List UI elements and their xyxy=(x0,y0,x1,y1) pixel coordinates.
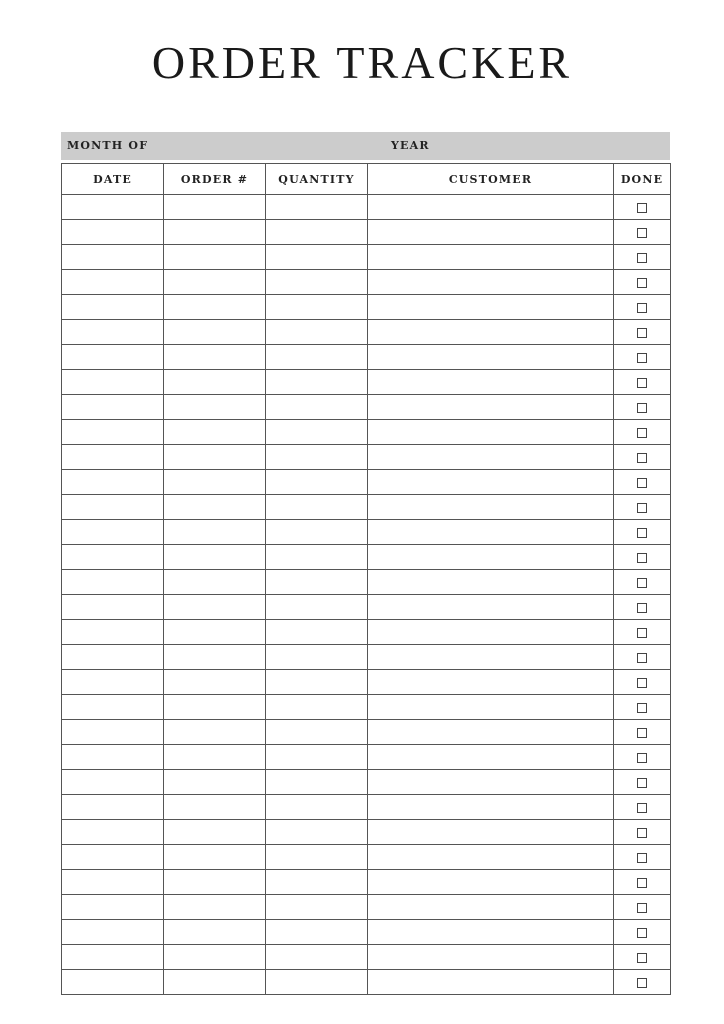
date-cell[interactable] xyxy=(62,920,164,945)
date-cell[interactable] xyxy=(62,595,164,620)
table-row xyxy=(62,295,671,320)
done-cell xyxy=(614,270,671,295)
date-cell[interactable] xyxy=(62,195,164,220)
quantity-cell[interactable] xyxy=(266,970,368,995)
customer-cell[interactable] xyxy=(368,970,614,995)
order-number-cell[interactable] xyxy=(164,395,266,420)
order-number-cell[interactable] xyxy=(164,570,266,595)
date-cell[interactable] xyxy=(62,445,164,470)
date-cell[interactable] xyxy=(62,370,164,395)
customer-cell[interactable] xyxy=(368,770,614,795)
done-checkbox[interactable] xyxy=(637,453,647,463)
order-number-cell[interactable] xyxy=(164,595,266,620)
quantity-cell[interactable] xyxy=(266,720,368,745)
table-row xyxy=(62,820,671,845)
quantity-cell[interactable] xyxy=(266,670,368,695)
quantity-cell[interactable] xyxy=(266,595,368,620)
done-cell xyxy=(614,895,671,920)
date-cell[interactable] xyxy=(62,820,164,845)
quantity-cell[interactable] xyxy=(266,545,368,570)
order-number-cell[interactable] xyxy=(164,270,266,295)
done-cell xyxy=(614,945,671,970)
quantity-cell[interactable] xyxy=(266,895,368,920)
done-checkbox[interactable] xyxy=(637,703,647,713)
date-cell[interactable] xyxy=(62,795,164,820)
date-cell[interactable] xyxy=(62,570,164,595)
date-cell[interactable] xyxy=(62,895,164,920)
column-header-done: DONE xyxy=(614,164,671,195)
customer-cell[interactable] xyxy=(368,395,614,420)
quantity-cell[interactable] xyxy=(266,220,368,245)
date-cell[interactable] xyxy=(62,620,164,645)
done-checkbox[interactable] xyxy=(637,903,647,913)
customer-cell[interactable] xyxy=(368,895,614,920)
order-number-cell[interactable] xyxy=(164,545,266,570)
date-cell[interactable] xyxy=(62,470,164,495)
table-row xyxy=(62,320,671,345)
table-row xyxy=(62,395,671,420)
done-cell xyxy=(614,345,671,370)
done-checkbox[interactable] xyxy=(637,528,647,538)
table-row xyxy=(62,945,671,970)
done-cell xyxy=(614,845,671,870)
order-number-cell[interactable] xyxy=(164,920,266,945)
date-cell[interactable] xyxy=(62,970,164,995)
done-cell xyxy=(614,795,671,820)
done-checkbox[interactable] xyxy=(637,428,647,438)
quantity-cell[interactable] xyxy=(266,370,368,395)
quantity-cell[interactable] xyxy=(266,620,368,645)
done-cell xyxy=(614,320,671,345)
date-cell[interactable] xyxy=(62,245,164,270)
date-cell[interactable] xyxy=(62,270,164,295)
table-row xyxy=(62,495,671,520)
done-cell xyxy=(614,520,671,545)
done-checkbox[interactable] xyxy=(637,303,647,313)
quantity-cell[interactable] xyxy=(266,245,368,270)
date-cell[interactable] xyxy=(62,545,164,570)
quantity-cell[interactable] xyxy=(266,320,368,345)
done-cell xyxy=(614,370,671,395)
done-cell xyxy=(614,745,671,770)
quantity-cell[interactable] xyxy=(266,645,368,670)
table-row xyxy=(62,220,671,245)
date-cell[interactable] xyxy=(62,220,164,245)
quantity-cell[interactable] xyxy=(266,770,368,795)
done-cell xyxy=(614,620,671,645)
order-number-cell[interactable] xyxy=(164,795,266,820)
customer-cell[interactable] xyxy=(368,870,614,895)
order-number-cell[interactable] xyxy=(164,695,266,720)
customer-cell[interactable] xyxy=(368,195,614,220)
date-cell[interactable] xyxy=(62,395,164,420)
quantity-cell[interactable] xyxy=(266,445,368,470)
quantity-cell[interactable] xyxy=(266,745,368,770)
table-row xyxy=(62,195,671,220)
table-row xyxy=(62,370,671,395)
column-header-order-number: ORDER # xyxy=(164,164,266,195)
table-row xyxy=(62,595,671,620)
done-cell xyxy=(614,645,671,670)
quantity-cell[interactable] xyxy=(266,570,368,595)
customer-cell[interactable] xyxy=(368,745,614,770)
done-checkbox[interactable] xyxy=(637,978,647,988)
customer-cell[interactable] xyxy=(368,545,614,570)
table-row xyxy=(62,645,671,670)
customer-cell[interactable] xyxy=(368,595,614,620)
order-number-cell[interactable] xyxy=(164,520,266,545)
order-number-cell[interactable] xyxy=(164,845,266,870)
customer-cell[interactable] xyxy=(368,570,614,595)
month-year-bar xyxy=(61,132,670,160)
table-row xyxy=(62,620,671,645)
table-row xyxy=(62,770,671,795)
done-checkbox[interactable] xyxy=(637,953,647,963)
order-number-cell[interactable] xyxy=(164,645,266,670)
quantity-cell[interactable] xyxy=(266,395,368,420)
order-tracker-table xyxy=(61,163,671,995)
order-number-cell[interactable] xyxy=(164,620,266,645)
order-number-cell[interactable] xyxy=(164,670,266,695)
done-cell xyxy=(614,445,671,470)
table-row xyxy=(62,895,671,920)
done-cell xyxy=(614,970,671,995)
date-cell[interactable] xyxy=(62,495,164,520)
table-header-row xyxy=(62,164,671,195)
done-cell xyxy=(614,220,671,245)
customer-cell[interactable] xyxy=(368,220,614,245)
table-row xyxy=(62,970,671,995)
order-number-cell[interactable] xyxy=(164,370,266,395)
done-checkbox[interactable] xyxy=(637,678,647,688)
quantity-cell[interactable] xyxy=(266,795,368,820)
table-row xyxy=(62,920,671,945)
date-cell[interactable] xyxy=(62,945,164,970)
quantity-cell[interactable] xyxy=(266,945,368,970)
table-row xyxy=(62,545,671,570)
customer-cell[interactable] xyxy=(368,370,614,395)
year-label: YEAR xyxy=(391,139,430,152)
table-row xyxy=(62,720,671,745)
customer-cell[interactable] xyxy=(368,520,614,545)
order-number-cell[interactable] xyxy=(164,895,266,920)
customer-cell[interactable] xyxy=(368,270,614,295)
done-checkbox[interactable] xyxy=(637,203,647,213)
customer-cell[interactable] xyxy=(368,470,614,495)
done-cell xyxy=(614,395,671,420)
done-checkbox[interactable] xyxy=(637,803,647,813)
quantity-cell[interactable] xyxy=(266,420,368,445)
table-row xyxy=(62,845,671,870)
done-cell xyxy=(614,545,671,570)
quantity-cell[interactable] xyxy=(266,695,368,720)
date-cell[interactable] xyxy=(62,670,164,695)
done-cell xyxy=(614,420,671,445)
done-checkbox[interactable] xyxy=(637,403,647,413)
order-number-cell[interactable] xyxy=(164,945,266,970)
table-row xyxy=(62,420,671,445)
quantity-cell[interactable] xyxy=(266,870,368,895)
order-number-cell[interactable] xyxy=(164,295,266,320)
column-header-quantity: QUANTITY xyxy=(266,164,368,195)
done-cell xyxy=(614,820,671,845)
date-cell[interactable] xyxy=(62,845,164,870)
done-checkbox[interactable] xyxy=(637,853,647,863)
quantity-cell[interactable] xyxy=(266,920,368,945)
date-cell[interactable] xyxy=(62,345,164,370)
quantity-cell[interactable] xyxy=(266,345,368,370)
done-cell xyxy=(614,920,671,945)
table-row xyxy=(62,345,671,370)
column-header-date: DATE xyxy=(62,164,164,195)
done-cell xyxy=(614,870,671,895)
order-number-cell[interactable] xyxy=(164,245,266,270)
customer-cell[interactable] xyxy=(368,495,614,520)
done-checkbox[interactable] xyxy=(637,653,647,663)
table-row xyxy=(62,695,671,720)
done-checkbox[interactable] xyxy=(637,378,647,388)
date-cell[interactable] xyxy=(62,320,164,345)
customer-cell[interactable] xyxy=(368,920,614,945)
customer-cell[interactable] xyxy=(368,945,614,970)
order-number-cell[interactable] xyxy=(164,320,266,345)
done-checkbox[interactable] xyxy=(637,828,647,838)
done-checkbox[interactable] xyxy=(637,778,647,788)
quantity-cell[interactable] xyxy=(266,845,368,870)
done-checkbox[interactable] xyxy=(637,353,647,363)
order-number-cell[interactable] xyxy=(164,745,266,770)
order-number-cell[interactable] xyxy=(164,445,266,470)
table-row xyxy=(62,670,671,695)
done-cell xyxy=(614,245,671,270)
done-cell xyxy=(614,495,671,520)
date-cell[interactable] xyxy=(62,770,164,795)
date-cell[interactable] xyxy=(62,870,164,895)
table-row xyxy=(62,470,671,495)
done-checkbox[interactable] xyxy=(637,228,647,238)
done-checkbox[interactable] xyxy=(637,553,647,563)
done-cell xyxy=(614,695,671,720)
quantity-cell[interactable] xyxy=(266,295,368,320)
quantity-cell[interactable] xyxy=(266,195,368,220)
done-checkbox[interactable] xyxy=(637,603,647,613)
done-checkbox[interactable] xyxy=(637,628,647,638)
date-cell[interactable] xyxy=(62,520,164,545)
order-number-cell[interactable] xyxy=(164,770,266,795)
customer-cell[interactable] xyxy=(368,295,614,320)
date-cell[interactable] xyxy=(62,695,164,720)
quantity-cell[interactable] xyxy=(266,270,368,295)
table-row xyxy=(62,270,671,295)
customer-cell[interactable] xyxy=(368,245,614,270)
done-cell xyxy=(614,295,671,320)
customer-cell[interactable] xyxy=(368,445,614,470)
order-number-cell[interactable] xyxy=(164,720,266,745)
table-body xyxy=(62,195,671,995)
date-cell[interactable] xyxy=(62,645,164,670)
order-number-cell[interactable] xyxy=(164,345,266,370)
date-cell[interactable] xyxy=(62,295,164,320)
customer-cell[interactable] xyxy=(368,695,614,720)
customer-cell[interactable] xyxy=(368,320,614,345)
done-checkbox[interactable] xyxy=(637,328,647,338)
table-row xyxy=(62,570,671,595)
done-checkbox[interactable] xyxy=(637,878,647,888)
date-cell[interactable] xyxy=(62,420,164,445)
order-number-cell[interactable] xyxy=(164,470,266,495)
quantity-cell[interactable] xyxy=(266,520,368,545)
order-number-cell[interactable] xyxy=(164,495,266,520)
done-checkbox[interactable] xyxy=(637,503,647,513)
order-number-cell[interactable] xyxy=(164,420,266,445)
table-row xyxy=(62,520,671,545)
page-title: ORDER TRACKER xyxy=(151,37,573,88)
customer-cell[interactable] xyxy=(368,720,614,745)
done-checkbox[interactable] xyxy=(637,253,647,263)
done-cell xyxy=(614,595,671,620)
done-checkbox[interactable] xyxy=(637,478,647,488)
done-cell xyxy=(614,570,671,595)
table-row xyxy=(62,870,671,895)
done-cell xyxy=(614,770,671,795)
date-cell[interactable] xyxy=(62,745,164,770)
customer-cell[interactable] xyxy=(368,795,614,820)
customer-cell[interactable] xyxy=(368,620,614,645)
quantity-cell[interactable] xyxy=(266,495,368,520)
done-cell xyxy=(614,670,671,695)
table-row xyxy=(62,745,671,770)
column-header-customer: CUSTOMER xyxy=(368,164,614,195)
done-cell xyxy=(614,470,671,495)
month-of-label: MONTH OF xyxy=(67,139,149,152)
done-cell xyxy=(614,720,671,745)
done-checkbox[interactable] xyxy=(637,278,647,288)
done-checkbox[interactable] xyxy=(637,578,647,588)
done-cell xyxy=(614,195,671,220)
order-number-cell[interactable] xyxy=(164,870,266,895)
table-row xyxy=(62,795,671,820)
done-checkbox[interactable] xyxy=(637,928,647,938)
customer-cell[interactable] xyxy=(368,420,614,445)
customer-cell[interactable] xyxy=(368,345,614,370)
customer-cell[interactable] xyxy=(368,645,614,670)
order-number-cell[interactable] xyxy=(164,820,266,845)
done-checkbox[interactable] xyxy=(637,728,647,738)
done-checkbox[interactable] xyxy=(637,753,647,763)
table-row xyxy=(62,245,671,270)
order-number-cell[interactable] xyxy=(164,220,266,245)
quantity-cell[interactable] xyxy=(266,470,368,495)
quantity-cell[interactable] xyxy=(266,820,368,845)
order-number-cell[interactable] xyxy=(164,195,266,220)
table-row xyxy=(62,445,671,470)
customer-cell[interactable] xyxy=(368,820,614,845)
date-cell[interactable] xyxy=(62,720,164,745)
customer-cell[interactable] xyxy=(368,670,614,695)
customer-cell[interactable] xyxy=(368,845,614,870)
order-number-cell[interactable] xyxy=(164,970,266,995)
